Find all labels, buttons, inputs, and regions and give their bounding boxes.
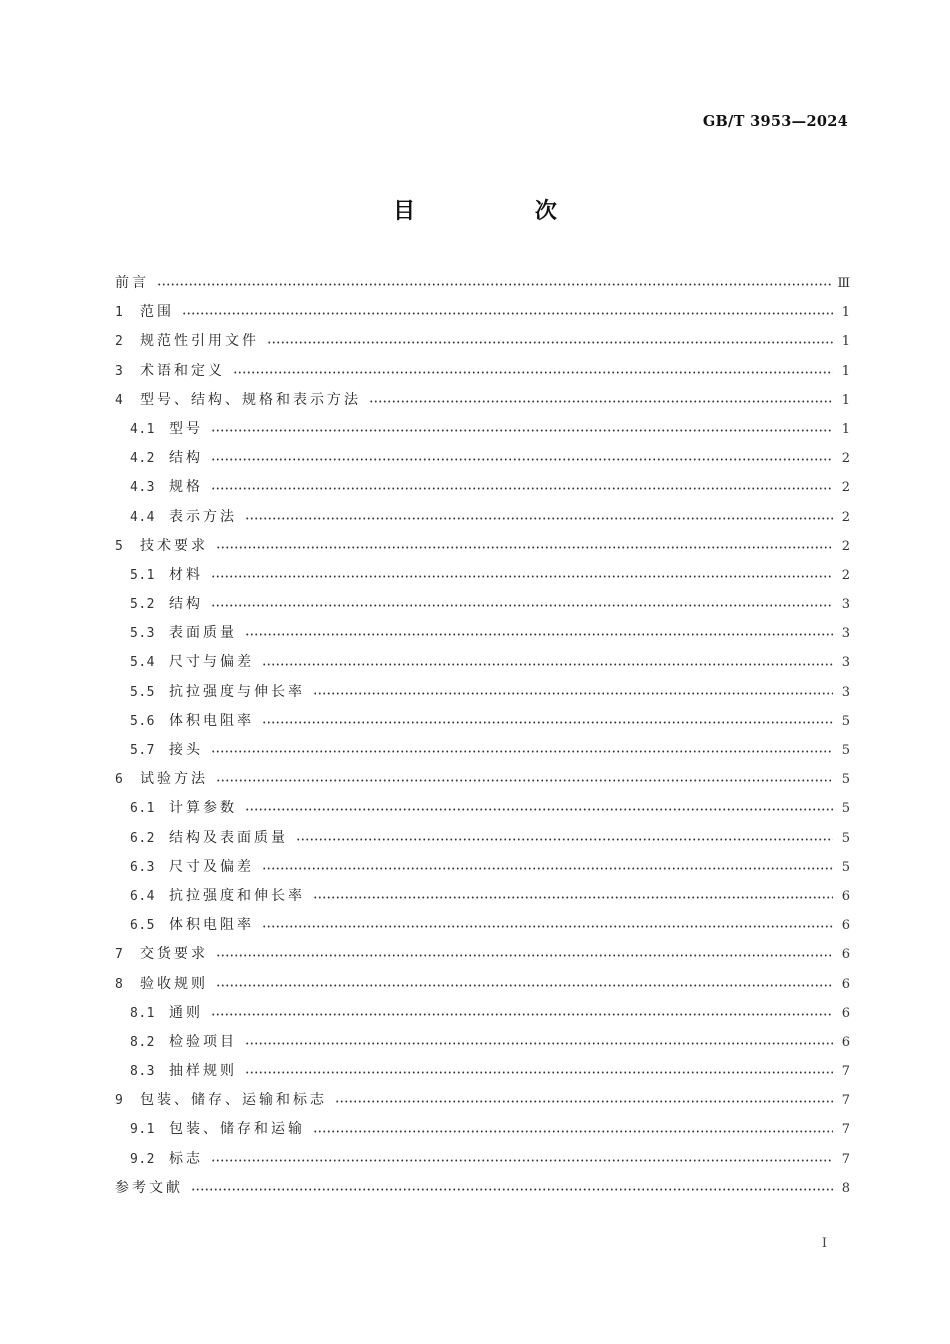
toc-entry[interactable] xyxy=(115,999,850,1028)
toc-entry-page: Ⅲ xyxy=(837,276,850,291)
toc-entry-title: 尺寸及偏差 xyxy=(169,858,254,875)
dot-leader xyxy=(211,575,833,578)
toc-entry-page: 5 xyxy=(841,801,850,817)
toc-entry-page: 6 xyxy=(841,947,850,963)
toc-entry-title: 结构 xyxy=(169,596,203,613)
dot-leader xyxy=(216,984,833,987)
dot-leader xyxy=(245,1042,833,1045)
toc-entry-number: 4.4 xyxy=(130,509,155,525)
toc-entry-number: 5.5 xyxy=(130,684,155,700)
dot-leader xyxy=(211,429,833,432)
dot-leader xyxy=(262,663,833,666)
toc-entry-title: 前言 xyxy=(115,275,149,291)
dot-leader xyxy=(245,517,833,520)
toc-entry-number: 6 xyxy=(115,772,124,788)
toc-entry-number: 6.4 xyxy=(130,888,155,904)
toc-entry-title: 交货要求 xyxy=(140,946,208,963)
toc-entry[interactable] xyxy=(115,619,850,648)
toc-entry-title: 技术要求 xyxy=(140,537,208,554)
toc-entry-number: 5 xyxy=(115,538,124,554)
toc-entry-number: 4.3 xyxy=(130,480,155,496)
toc-entry-page: 8 xyxy=(841,1180,850,1196)
toc-entry-number: 6.5 xyxy=(130,918,155,934)
dot-leader xyxy=(191,1188,833,1191)
dot-leader xyxy=(313,1130,833,1133)
toc-entry-number: 8.2 xyxy=(130,1034,155,1050)
toc-entry-title: 术语和定义 xyxy=(140,362,225,379)
dot-leader xyxy=(211,750,833,753)
toc-entry-title: 包装、储存和运输 xyxy=(169,1121,305,1138)
dot-leader xyxy=(233,371,833,374)
toc-entry-page: 6 xyxy=(841,1005,850,1021)
toc-entry[interactable] xyxy=(115,503,850,532)
toc-entry-page: 6 xyxy=(841,888,850,904)
toc-entry-page: 7 xyxy=(841,1064,850,1080)
toc-entry-title: 标志 xyxy=(169,1150,203,1167)
toc-entry-number: 7 xyxy=(115,947,124,963)
toc-entry-title: 验收规则 xyxy=(140,975,208,992)
dot-leader xyxy=(313,896,833,899)
dot-leader xyxy=(262,925,833,928)
toc-entry[interactable] xyxy=(115,648,850,677)
toc-entry-title: 接头 xyxy=(169,742,203,758)
dot-leader xyxy=(211,487,833,490)
toc-entry-number: 4 xyxy=(115,392,124,408)
table-of-contents xyxy=(115,269,850,1203)
toc-entry-number: 1 xyxy=(115,305,124,321)
dot-leader xyxy=(216,954,833,957)
toc-entry[interactable] xyxy=(115,1057,850,1086)
toc-entry-page: 3 xyxy=(841,655,850,671)
dot-leader xyxy=(157,283,832,286)
toc-entry-title: 规格 xyxy=(169,479,203,496)
dot-leader xyxy=(182,312,833,315)
toc-entry-number: 6.3 xyxy=(130,859,155,875)
toc-entry-page: 7 xyxy=(841,1122,850,1138)
dot-leader xyxy=(211,604,833,607)
toc-entry-title: 计算参数 xyxy=(169,800,237,817)
toc-entry[interactable] xyxy=(115,882,850,911)
toc-entry[interactable] xyxy=(115,911,850,940)
toc-entry-page: 3 xyxy=(841,684,850,700)
toc-entry-number: 5.6 xyxy=(130,713,155,729)
toc-entry-page: 7 xyxy=(841,1151,850,1167)
toc-entry-number: 9 xyxy=(115,1093,124,1109)
toc-entry-number: 6.1 xyxy=(130,801,155,817)
toc-entry-page: 2 xyxy=(841,538,850,554)
toc-entry-number: 9.1 xyxy=(130,1122,155,1138)
toc-entry[interactable] xyxy=(115,1028,850,1057)
toc-entry[interactable] xyxy=(115,853,850,882)
dot-leader xyxy=(245,1071,833,1074)
toc-entry-number: 2 xyxy=(115,334,124,350)
dot-leader xyxy=(369,400,833,403)
toc-entry-page: 7 xyxy=(841,1093,850,1109)
toc-entry[interactable] xyxy=(115,707,850,736)
toc-entry-number: 8.3 xyxy=(130,1064,155,1080)
toc-entry-title: 试验方法 xyxy=(140,771,208,788)
dot-leader xyxy=(216,546,833,549)
toc-entry-page: 1 xyxy=(841,363,850,379)
toc-entry-title: 抗拉强度和伸长率 xyxy=(169,887,305,904)
toc-entry[interactable] xyxy=(115,824,850,853)
toc-entry-number: 4.2 xyxy=(130,451,155,467)
toc-entry[interactable] xyxy=(115,765,850,794)
toc-entry-title: 结构及表面质量 xyxy=(169,829,288,846)
toc-entry-page: 2 xyxy=(841,451,850,467)
toc-entry-number: 3 xyxy=(115,363,124,379)
toc-entry-number: 6.2 xyxy=(130,830,155,846)
toc-entry-page: 3 xyxy=(841,597,850,613)
dot-leader xyxy=(245,808,833,811)
toc-entry[interactable] xyxy=(115,473,850,502)
standard-code: GB/T 3953—2024 xyxy=(702,113,848,130)
toc-entry[interactable] xyxy=(115,1115,850,1144)
toc-entry-title: 通则 xyxy=(169,1004,203,1021)
dot-leader xyxy=(211,1013,833,1016)
toc-entry-title: 型号 xyxy=(169,420,203,437)
toc-entry-number: 5.2 xyxy=(130,597,155,613)
toc-entry[interactable] xyxy=(115,327,850,356)
toc-entry-number: 5.7 xyxy=(130,743,155,758)
toc-entry-title: 抽样规则 xyxy=(169,1063,237,1080)
toc-entry-title: 范围 xyxy=(140,304,174,321)
toc-entry[interactable] xyxy=(115,970,850,999)
toc-entry[interactable] xyxy=(115,736,850,765)
toc-entry-page: 2 xyxy=(841,480,850,496)
toc-entry-page: 5 xyxy=(841,859,850,875)
toc-entry[interactable] xyxy=(115,444,850,473)
toc-entry-page: 2 xyxy=(841,567,850,583)
toc-entry-title: 体积电阻率 xyxy=(169,917,254,934)
toc-entry-number: 5.3 xyxy=(130,626,155,642)
dot-leader xyxy=(216,779,833,782)
toc-entry[interactable] xyxy=(115,532,850,561)
dot-leader xyxy=(262,867,833,870)
toc-entry-title: 表示方法 xyxy=(169,508,237,525)
toc-entry[interactable] xyxy=(115,269,850,298)
toc-entry-page: 2 xyxy=(841,509,850,525)
toc-entry-page: 3 xyxy=(841,626,850,642)
toc-entry-page: 1 xyxy=(841,392,850,408)
dot-leader xyxy=(313,692,833,695)
toc-entry-page: 1 xyxy=(841,334,850,350)
toc-entry-title: 尺寸与偏差 xyxy=(169,654,254,671)
toc-entry-title: 检验项目 xyxy=(169,1033,237,1050)
toc-entry-title: 材料 xyxy=(169,566,203,583)
dot-leader xyxy=(296,838,833,841)
toc-entry-number: 5.4 xyxy=(130,655,155,671)
toc-entry-title: 结构 xyxy=(169,450,203,467)
toc-entry-title: 抗拉强度与伸长率 xyxy=(169,683,305,700)
page-number: Ⅰ xyxy=(821,1236,827,1251)
toc-entry-page: 5 xyxy=(841,713,850,729)
toc-entry-page: 6 xyxy=(841,976,850,992)
toc-entry-title: 规范性引用文件 xyxy=(140,333,259,350)
toc-entry-title: 型号、结构、规格和表示方法 xyxy=(140,391,361,408)
toc-entry-title: 包装、储存、运输和标志 xyxy=(140,1092,327,1109)
toc-entry[interactable] xyxy=(115,357,850,386)
dot-leader xyxy=(262,721,833,724)
toc-entry-number: 4.1 xyxy=(130,421,155,437)
toc-entry-title: 表面质量 xyxy=(169,625,237,642)
toc-entry-number: 8 xyxy=(115,976,124,992)
dot-leader xyxy=(335,1100,833,1103)
toc-entry-page: 6 xyxy=(841,918,850,934)
toc-entry[interactable] xyxy=(115,298,850,327)
toc-entry[interactable] xyxy=(115,590,850,619)
toc-entry-page: 5 xyxy=(841,772,850,788)
toc-entry[interactable] xyxy=(115,678,850,707)
toc-entry[interactable] xyxy=(115,1086,850,1115)
toc-entry-page: 5 xyxy=(841,743,850,758)
page-title: 目 次 xyxy=(393,199,613,224)
toc-entry[interactable] xyxy=(115,561,850,590)
toc-entry-page: 6 xyxy=(841,1034,850,1050)
toc-entry-title: 体积电阻率 xyxy=(169,712,254,729)
dot-leader xyxy=(267,341,833,344)
toc-entry[interactable] xyxy=(115,1174,850,1203)
toc-entry-page: 1 xyxy=(841,421,850,437)
dot-leader xyxy=(211,1159,833,1162)
toc-entry-number: 5.1 xyxy=(130,567,155,583)
toc-entry-number: 8.1 xyxy=(130,1005,155,1021)
toc-entry-page: 1 xyxy=(841,305,850,321)
toc-entry[interactable] xyxy=(115,1145,850,1174)
toc-entry-page: 5 xyxy=(841,830,850,846)
toc-entry[interactable] xyxy=(115,940,850,969)
dot-leader xyxy=(245,633,833,636)
toc-entry[interactable] xyxy=(115,415,850,444)
toc-entry-number: 9.2 xyxy=(130,1151,155,1167)
toc-entry[interactable] xyxy=(115,386,850,415)
toc-entry-title: 参考文献 xyxy=(115,1179,183,1196)
dot-leader xyxy=(211,458,833,461)
toc-entry[interactable] xyxy=(115,794,850,823)
